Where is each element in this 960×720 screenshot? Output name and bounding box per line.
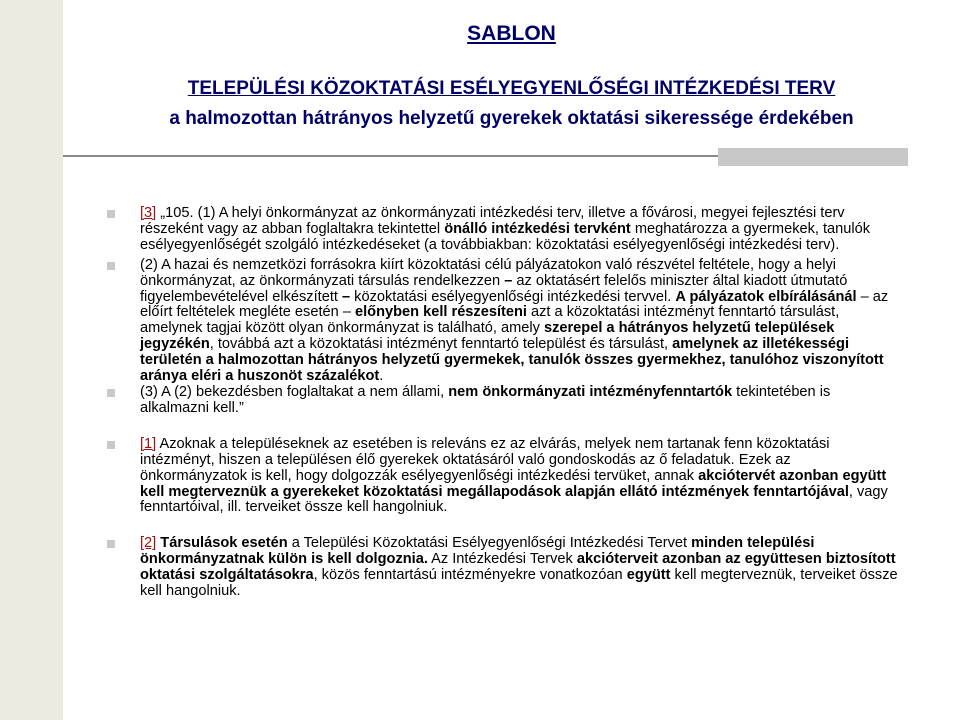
bullet-square-icon	[107, 210, 115, 218]
divider-accent-block	[718, 148, 908, 166]
bullet-square-icon	[107, 262, 115, 270]
paragraph-2: (2) A hazai és nemzetközi forrásokra kiírt közoktatási célú pályázatokon való részvétel feltétele, hogy a helyi önkormányzat, az önkormányzati társulás rendelkezzen – az oktatásért felelős miniszter által kiadott útmutató figyelembevételével elkészített – közoktatási esélyegyenlőségi intézkedési tervvel. A pályázatok elbírálásánál – az előírt feltételek megléte esetén – előnyben kell részesíteni azt a közoktatási intézményt fenntartó társulást, amelynek tagjai között olyan önkormányzat is található, amely szerepel a hátrányos helyzetű települések jegyzékén, továbbá azt a közoktatási intézményt fenntartó települést és társulást, amelynek az illetékességi területén a halmozottan hátrányos helyzetű gyermekek, tanulók összes gyermekhez, tanulóhoz viszonyított aránya eléri a huszonöt százalékot.	[100, 258, 900, 385]
page-subtitle-line2: a halmozottan hátrányos helyzetű gyerekek oktatási sikeressége érdekében	[169, 108, 854, 129]
paragraph-5: [2] Társulások esetén a Települési Közoktatási Esélyegyenlőségi Intézkedési Tervet minden települési önkormányzatnak külön is kell dolgoznia. Az Intézkedési Tervek akcióterveit azonban az együttesen biztosított oktatási szolgáltatásokra, közös fenntartású intézményekre vonatkozóan együtt kell megterveznük, terveiket össze kell hangolniuk.	[100, 536, 900, 600]
left-decorative-strip	[0, 0, 63, 720]
page-subtitle: TELEPÜLÉSI KÖZOKTATÁSI ESÉLYEGYENLŐSÉGI INTÉZKEDÉSI TERV	[187, 78, 836, 99]
footnote-link-1[interactable]: [1]	[140, 435, 157, 452]
body-content	[100, 206, 900, 600]
page-title: SABLON	[467, 22, 556, 45]
paragraph-1: [3] „105. (1) A helyi önkormányzat az önkormányzati intézkedési terv, illetve a fővárosi, megyei fejlesztési terv részeként vagy az abban foglaltakra tekintettel önálló intézkedési tervként meghatározza a gyermekek, tanulók esélyegyenlőségét szolgáló intézkedéseket (a továbbiakban: közoktatási esélyegyenlőségi intézkedési terv).	[100, 206, 900, 254]
bullet-square-icon	[107, 389, 115, 397]
paragraph-4: [1] Azoknak a településeknek az esetében is releváns ez az elvárás, melyek nem tartanak fenn közoktatási intézményt, hiszen a településen élő gyerekek oktatásáról való gondoskodás az ő feladatuk. Ezek az önkormányzatok is kell, hogy dolgozzák esélyegyenlőségi intézkedési tervüket, annak akciótervét azonban együtt kell megterveznük a gyerekeket közoktatási megállapodások alapján ellátó intézmények fenntartójával, vagy fenntartóival, ill. terveiket össze kell hangolniuk.	[100, 437, 900, 517]
footnote-link-3[interactable]: [3]	[140, 205, 157, 221]
bullet-square-icon	[107, 441, 115, 449]
footnote-link-2[interactable]: [2]	[140, 535, 157, 552]
bullet-square-icon	[107, 540, 115, 548]
paragraph-3: (3) A (2) bekezdésben foglaltakat a nem állami, nem önkormányzati intézményfenntartók tekintetében is alkalmazni kell.”	[100, 385, 900, 417]
